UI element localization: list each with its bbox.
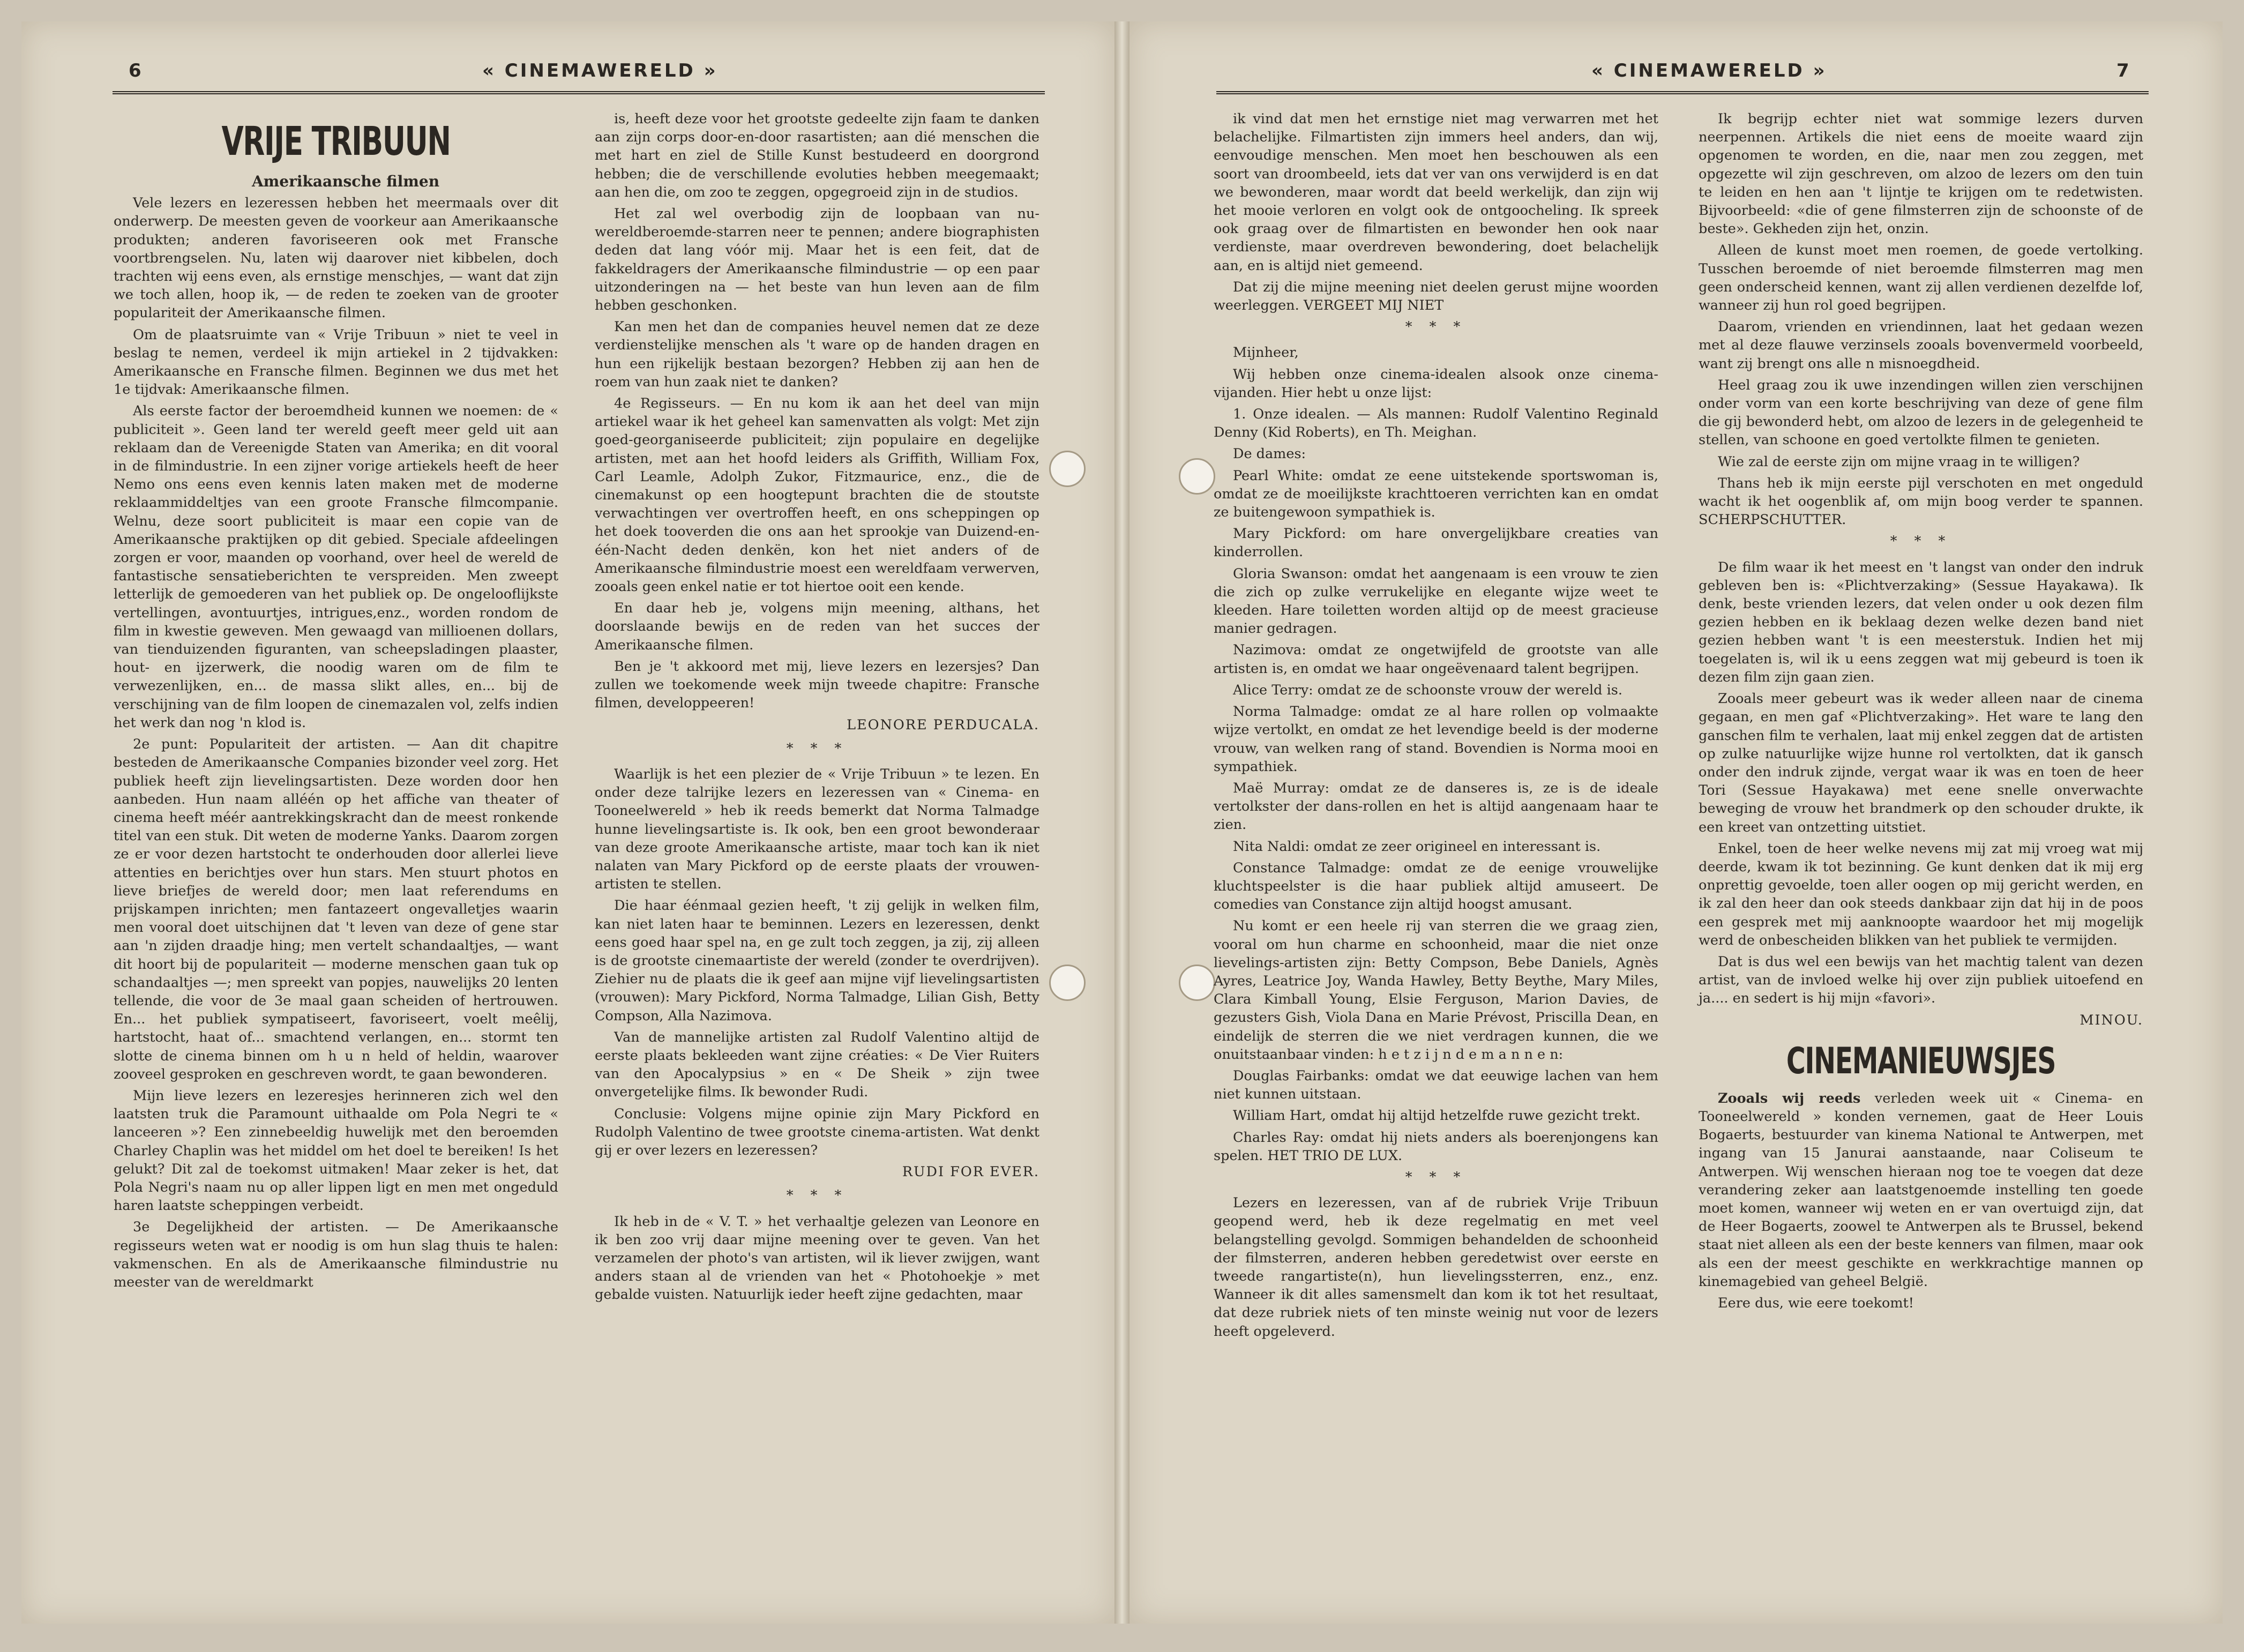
binder-hole-right-bottom (1179, 965, 1215, 1001)
paragraph: Van de mannelijke artisten zal Rudolf Valentino altijd de eerste plaats bekleeden want zijne créaties: « De Vier Ruiters van den Apocalypsius » en « De Sheik » zijn twee onvergetelijke films. Ik bewonder Rudi. (595, 1029, 1039, 1101)
column-3 (1214, 110, 1658, 1344)
paragraph: Nita Naldi: omdat ze zeer origineel en interessant is. (1233, 838, 1601, 855)
paragraph: 1. Onze idealen. — Als mannen: Rudolf Valentino Reginald Denny (Kid Roberts), en Th. Meighan. (1214, 406, 1658, 441)
headline-cinemanieuwsjes: CINEMANIEUWSJES (1786, 1040, 2056, 1082)
paragraph: Gloria Swanson: omdat het aangenaam is een vrouw te zien die zich op zulke verrukelijke en elegante wijze weet te kleeden. Hare toiletten worden altijd op de meest gracieuse manier gedragen. (1214, 565, 1658, 637)
paragraph: Ik begrijp echter niet wat sommige lezers durven neerpennen. Artikels die niet eens de moeite waard zijn opgenomen te worden, en die, naar men zou zeggen, met opgezette wil zijn geschreven, om alzoo de lezers om den tuin te leiden en hen aan 't lijntje te krijgen om te redetwisten. Bijvoorbeeld: «die of gene filmsterren zijn de schoonste of de beste». Gekheden zijn het, onzin. (1699, 111, 2143, 237)
signature: MINOU. (2080, 1012, 2143, 1028)
paragraph: Maë Murray: omdat ze de danseres is, ze is de ideale vertolkster der dans-rollen en het is altijd aangenaam haar te zien. (1214, 780, 1658, 833)
paragraph: Dat zij die mijne meening niet deelen gerust mijne woorden weerleggen. VERGEET MIJ NIET (1214, 279, 1658, 314)
news-lead: Zooals wij reeds (1718, 1090, 1861, 1107)
header-rule (113, 91, 1045, 94)
paragraph: is, heeft deze voor het grootste gedeelte zijn faam te danken aan zijn corps door-en-door rasartisten; aan dié menschen die met hart en ziel de Stille Kunst bestudeerd en doorgrond hebben; die de verschillende evoluties hebben meegemaakt; aan hen die, om zoo te zeggen, opgegroeid zijn in de studios. (595, 111, 1039, 200)
section-divider: * * * (1405, 1169, 1467, 1185)
column-2-body (595, 110, 1039, 1304)
section-divider: * * * (1405, 319, 1467, 335)
paragraph: Mary Pickford: om hare onvergelijkbare creaties van kinderrollen. (1214, 526, 1658, 560)
news-paragraph (1699, 1089, 2143, 1291)
column-4-body (1699, 110, 2143, 1029)
page-number: 6 (129, 60, 141, 81)
paragraph: Daarom, vrienden en vriendinnen, laat het gedaan wezen met al deze flauwe verzinsels zooals bovenvermeld voorbeeld, want zij brengt ons alle n misnoegdheid. (1699, 319, 2143, 372)
column-2 (595, 110, 1039, 1307)
paragraph: Wie zal de eerste zijn om mijne vraag in te willigen? (1718, 453, 2080, 470)
news-body: verleden week uit « Cinema- en Tooneelwereld » konden vernemen, gaat de Heer Louis Bogaerts, bestuurder van kinema National te Antwerpen, met ingang van 15 Janurai aanstaande, naar Coliseum te Antwerpen. Wij wenschen hieraan nog toe te voegen dat deze verandering zeker aan laatstgenoemde instelling ten goede moet komen, wanneer wij weten en er van overtuigd zijn, dat de Heer Bogaerts, zoowel te Antwerpen als te Brussel, bekend staat niet alleen als een der beste kenners van filmen, maar ook als een der meest geschikte en werkkrachtige mannen op kinemagebied van geheel België. (1699, 1090, 2143, 1290)
paragraph: Nazimova: omdat ze ongetwijfeld de grootste van alle artisten is, en omdat we haar ongeëvenaard talent begrijpen. (1214, 642, 1658, 677)
column-1 (114, 107, 558, 1295)
paragraph: Het zal wel overbodig zijn de loopbaan van nu-wereldberoemde-starren neer te pennen; andere biographisten deden dat lang vóór mij. Maar het is een feit, dat de fakkeldragers der Amerikaansche filmindustrie — op een paar uitzonderingen na — het beste van hun leven aan de film hebben geschonken. (595, 206, 1039, 314)
paragraph: De dames: (1233, 446, 1306, 462)
paragraph: Nu komt er een heele rij van sterren die we graag zien, vooral om hun charme en schoonheid, maar die niet onze lievelings-artisten zijn: Betty Compson, Bebe Daniels, Agnès Ayres, Leatrice Joy, Wanda Hawley, Betty Beythe, Mary Miles, Clara Kimball Young, Elsie Ferguson, Marion Davies, de gezusters Gish, Viola Dana en Marie Prévost, Priscilla Dean, en eindelijk de sterren die we niet verdragen kunnen, die we onuitstaanbaar vinden: h e t z i j n d e m a n n e n: (1214, 918, 1658, 1063)
paragraph: Pearl White: omdat ze eene uitstekende sportswoman is, omdat ze de moeilijkste krachttoeren verrichten kan en omdat ze buitengewoon sympathiek is. (1214, 467, 1658, 521)
paragraph: Norma Talmadge: omdat ze al hare rollen op volmaakte wijze vertolkt, en omdat ze het levendige beeld is der moderne vrouw, van welken rang of stand. Bovendien is Norma mooi en sympathiek. (1214, 704, 1658, 775)
paragraph: Alice Terry: omdat ze de schoonste vrouw der wereld is. (1233, 682, 1622, 698)
paragraph: Mijnheer, (1233, 345, 1299, 361)
running-title: « CINEMAWERELD » (482, 60, 718, 81)
paragraph: Kan men het dan de companies heuvel nemen dat ze deze verdienstelijke menschen als 't ware op de handen dragen en hun een rijkelijk bestaan bezorgen? Hebben zij aan hen de roem van hun zaak niet te danken? (595, 319, 1039, 390)
headline-vrije-tribuun: VRIJE TRIBUUN (221, 118, 451, 165)
news-close: Eere dus, wie eere toekomt! (1718, 1295, 1914, 1311)
paragraph: Wij hebben onze cinema-idealen alsook onze cinema-vijanden. Hier hebt u onze lijst: (1214, 366, 1658, 401)
signature: RUDI FOR EVER. (902, 1164, 1039, 1180)
paragraph: En daar heb je, volgens mijn meening, althans, het doorslaande bewijs en de reden van het succes der Amerikaansche filmen. (595, 600, 1039, 653)
column-1-body (114, 194, 558, 1291)
binder-hole-right-top (1179, 458, 1215, 495)
right-running-head (1216, 44, 2149, 95)
page-number: 7 (2116, 60, 2129, 81)
paragraph: Heel graag zou ik uwe inzendingen willen zien verschijnen onder vorm van een korte beschrijving van deze of gene film die gij bewonderd hebt, om alzoo de lezers in de gelegenheid te stellen, van schoone en goed vertolkte filmen te genieten. (1699, 377, 2143, 448)
paragraph: ik vind dat men het ernstige niet mag verwarren met het belachelijke. Filmartisten zijn immers heel anders, dan wij, eenvoudige menschen. Men moet hen beschouwen als een soort van droombeeld, iets dat ver van ons verwijderd is en dat we bewonderen, maar wordt dat beeld werkelijk, dan zijn wij het mooie verloren en volgt ook de ontgoocheling. Ik spreek ook graag over de filmartisten en bewonder hen ook naar verdienste, maar overdreven bewondering, doet belachelijk aan, en is altijd niet gemeend. (1214, 111, 1658, 274)
subhead: Amerikaansche filmen (251, 173, 440, 190)
paragraph: Enkel, toen de heer welke nevens mij zat mij vroeg wat mij deerde, kwam ik tot bezinning. Ge kunt denken dat ik mij erg onprettig gevoelde, toen aller oogen op mij gericht werden, en ik zal den heer dan ook steeds dankbaar zijn dat hij in de poos een gesprek met mij aanknoopte waardoor het mij mogelijk werd de onbescheiden blikken van het publiek te vermijden. (1699, 840, 2143, 948)
section-divider: * * * (786, 1187, 848, 1204)
column-4 (1699, 110, 2143, 1315)
section-divider: * * * (786, 740, 848, 757)
header-rule (1216, 91, 2149, 94)
paragraph: Alleen de kunst moet men roemen, de goede vertolking. Tusschen beroemde of niet beroemde filmsterren mag men geen onderscheid kennen, want zij allen verdienen dezelfde lof, wanneer zij hun rol goed begrijpen. (1699, 242, 2143, 314)
column-3-body (1214, 110, 1658, 1341)
paragraph: Constance Talmadge: omdat ze de eenige vrouwelijke kluchtspeelster is die haar publiek altijd amuseert. De comedies van Constance zijn altijd hoogst amusant. (1214, 859, 1658, 913)
book-gutter (1114, 21, 1130, 1624)
paragraph: Die haar éénmaal gezien heeft, 't zij gelijk in welken film, kan niet laten haar te beminnen. Lezers en lezeressen, denkt eens goed haar spel na, en ge zult toch zeggen, ja zij, zij alleen is de grootste cinemaartiste der wereld (zonder te overdrijven). Ziehier nu de plaats die ik geef aan mijne vijf lievelingsartisten (vrouwen): Mary Pickford, Norma Talmadge, Lilian Gish, Betty Compson, Alla Nazimova. (595, 898, 1039, 1024)
paragraph: Douglas Fairbanks: omdat we dat eeuwige lachen van hem niet kunnen uitstaan. (1214, 1067, 1658, 1103)
paragraph: Vele lezers en lezeressen hebben het meermaals over dit onderwerp. De meesten geven de voorkeur aan Amerikaansche produkten; anderen favoriseeren ook met Fransche voortbrengselen. Nu, laten wij daarover niet kibbelen, doch trachten wij eens even, als ernstige menschjes, — want dat zijn we toch allen, hoop ik, — de reden te zoeken van de grooter populariteit der Amerikaansche filmen. (114, 195, 558, 322)
paragraph: Ben je 't akkoord met mij, lieve lezers en lezersjes? Dan zullen we toekomende week mijn tweede chapitre: Fransche filmen, developpeeren! (595, 658, 1039, 712)
section-divider: * * * (1890, 533, 1952, 550)
paragraph: Lezers en lezeressen, van af de rubriek Vrije Tribuun geopend werd, heb ik deze regelmatig en met veel belangstelling gevolgd. Sommigen behandelden de schoonheid der filmsterren, anderen hebben geredetwist over eerste en tweede rangartiste(n), hun lievelingssterren, enz., enz. Wanneer ik dit alles samensmelt dan kom ik tot het resultaat, dat deze rubriek niets of ten minste weinig nut voor de lezers heeft opgeleverd. (1214, 1195, 1658, 1340)
paragraph: Zooals meer gebeurt was ik weder alleen naar de cinema gegaan, en men gaf «Plichtverzaking». Het ware te lang den ganschen film te verhalen, laat mij enkel zeggen dat de artisten op zulke natuurlijke wijze hunne rol vertolkten, dat ik gansch onder den indruk zijnde, vergat waar ik was en toen de heer Tori (Sessue Hayakawa) met eene snelle onverwachte beweging de vrouw het brandmerk op den schouder drukte, ik een kreet van ontzetting uitstiet. (1699, 691, 2143, 835)
paragraph: Conclusie: Volgens mijne opinie zijn Mary Pickford en Rudolph Valentino de twee grootste cinema-artisten. Wat denkt gij er over lezers en lezeressen? (595, 1105, 1039, 1158)
paragraph: 4e Regisseurs. — En nu kom ik aan het deel van mijn artiekel waar ik het geheel kan samenvatten als volgt: Met zijn goed-georganiseerde publiciteit; zijn populaire en degelijke artisten, met aan het hoofd leiders als Griffith, William Fox, Carl Leamle, Adolph Zukor, Fitzmaurice, enz., die de cinemakunst op een hoogtepunt brachten die de stoutste verwachtingen ver overtroffen heeft, en ons scheppingen op het doek tooverden die ons aan het sprookje van Duizend-en-één-Nacht deden denkën, kon het niet anders of de Amerikaansche filmindustrie moest een wereldfaam verwerven, zooals geen enkel natie er tot hiertoe ooit een kende. (595, 395, 1039, 595)
paragraph: Als eerste factor der beroemdheid kunnen we noemen: de « publiciteit ». Geen land ter wereld geeft meer geld uit aan reklaam dan de Vereenigde Staten van Amerika; en dit vooral in de filmindustrie. In een zijner vorige artiekels heeft de heer Nemo ons eens even kennis laten maken met de moderne reklaammiddeltjes van een groote Fransche filmcompanie. Welnu, deze soort publiciteit is maar een copie van de Amerikaansche praktijken op dit gebied. Speciale afdeelingen zorgen er voor, maanden op voorhand, over heel de wereld de fantastische sensatieberichten te verspreiden. Men zweept letterlijk de gemoederen van het publiek op. De ongelooflijkste vertellingen, avontuurtjes, intrigues,enz., worden rondom de film in kwestie geweven. Men gewaagd van millioenen dollars, van tienduizenden figuranten, van scheepsladingen plaaster, hout- en ijzerwerk, die noodig waren om de film te verwezenlijken, en... de massa slikt alles, en... bij de verschijning van de film loopen de cinemazalen vol, zelfs indien het werk dan nog 'n klod is. (114, 403, 558, 731)
binder-hole-left-bottom (1049, 965, 1086, 1001)
running-title: « CINEMAWERELD » (1591, 60, 1827, 81)
paragraph: Ik heb in de « V. T. » het verhaaltje gelezen van Leonore en ik ben zoo vrij daar mijne meening over te geven. Van het verzamelen der photo's van artisten, wil ik liever zwijgen, want anders staan al de vrienden van het « Photohoekje » met gebalde vuisten. Natuurlijk ieder heeft zijne gedachten, maar (595, 1213, 1039, 1303)
paragraph: Mijn lieve lezers en lezeresjes herinneren zich wel den laatsten truk die Paramount uithaalde om Pola Negri te « lanceeren »? Een zinnebeeldig huwelijk met den beroemden Charley Chaplin was het middel om het doel te bereiken! Is het gelukt? Dit zal de toekomst uitmaken! Maar zeker is het, dat Pola Negri's naam nu op aller lippen ligt en men met ongeduld haren laatste scheppingen verbeidt. (114, 1087, 558, 1214)
paragraph: Dat is dus wel een bewijs van het machtig talent van dezen artist, van de invloed welke hij over zijn publiek uitoefend en ja.... en sedert is hij mijn «favori». (1699, 953, 2143, 1007)
left-running-head (113, 44, 1045, 95)
paragraph: William Hart, omdat hij altijd hetzelfde ruwe gezicht trekt. (1233, 1108, 1641, 1124)
paragraph: De film waar ik het meest en 't langst van onder den indruk gebleven ben is: «Plichtverzaking» (Sessue Hayakawa). Ik denk, beste vrienden lezers, dat velen onder u ook dezen film gezien hebben en ik beklaag dezen welke dezen band niet gezien hebben want 't is een meesterstuk. Indien het mij toegelaten is, wil ik u eens zeggen wat mij gebeurd is toen ik dezen film zijn gaan zien. (1699, 559, 2143, 685)
signature: LEONORE PERDUCALA. (847, 716, 1039, 733)
paragraph: Om de plaatsruimte van « Vrije Tribuun » niet te veel in beslag te nemen, verdeel ik mijn artiekel in 2 tijdvakken: Amerikaansche en Fransche filmen. Beginnen we dus met het 1e tijdvak: Amerikaansche filmen. (114, 326, 558, 398)
paragraph: Thans heb ik mijn eerste pijl verschoten en met ongeduld wacht ik het oogenblik af, om mijn boog verder te spannen. SCHERPSCHUTTER. (1699, 475, 2143, 528)
paragraph: 2e punt: Populariteit der artisten. — Aan dit chapitre besteden de Amerikaansche Companies bizonder veel zorg. Het publiek heeft zijn lievelingsartisten. Deze worden door hen aanbeden. Hun naam alléén op het affiche van theater of cinema heeft méér aantrekkingskracht dan de meest ronkende titel van een stuk. Dit weten de moderne Yanks. Daarom zorgen ze er voor dezen hartstocht te onderhouden door allerlei lieve attenties en berichtjes over hun stars. Men stuurt photos en lieve briefjes de wereld door; men laat referendums en prijskampen inrichten; men fantazeert ongevalletjes waarin men vooral doet uitschijnen dat 't leven van deze of gene star aan 'n zijden draadje hing; men vertelt schandaaltjes, — want dit hoort bij de populariteit — moderne menschen gaan tuk op schandaaltjes —; men spreekt van popjes, nauwelijks 20 lenten tellende, die voor de 3e maal gaan scheiden of hertrouwen. En... het publiek sympatiseert, favoriseert, voelt meêlij, hartstocht, haat of... smachtend verlangen, en... stormt ten slotte de cinema binnen om h u n held of heldin, waarover zooveel gesproken en geschreven wordt, te gaan bewonderen. (114, 736, 558, 1082)
paragraph: Charles Ray: omdat hij niets anders als boerenjongens kan spelen. HET TRIO DE LUX. (1214, 1129, 1658, 1164)
binder-hole-left-top (1049, 451, 1086, 487)
paragraph: 3e Degelijkheid der artisten. — De Amerikaansche regisseurs weten wat er noodig is om hun slag thuis te halen: vakmenschen. En als de Amerikaansche filmindustrie nu meester van de wereldmarkt (114, 1219, 558, 1290)
paragraph: Waarlijk is het een plezier de « Vrije Tribuun » te lezen. En onder deze talrijke lezers en lezeressen van « Cinema- en Tooneelwereld » heb ik reeds bemerkt dat Norma Talmadge hunne lievelingsartiste is. Ik ook, ben een groot bewonderaar van deze groote Amerikaansche artiste, maar toch kan ik niet nalaten van Mary Pickford op de eerste plaats der vrouwen-artisten te stellen. (595, 766, 1039, 893)
